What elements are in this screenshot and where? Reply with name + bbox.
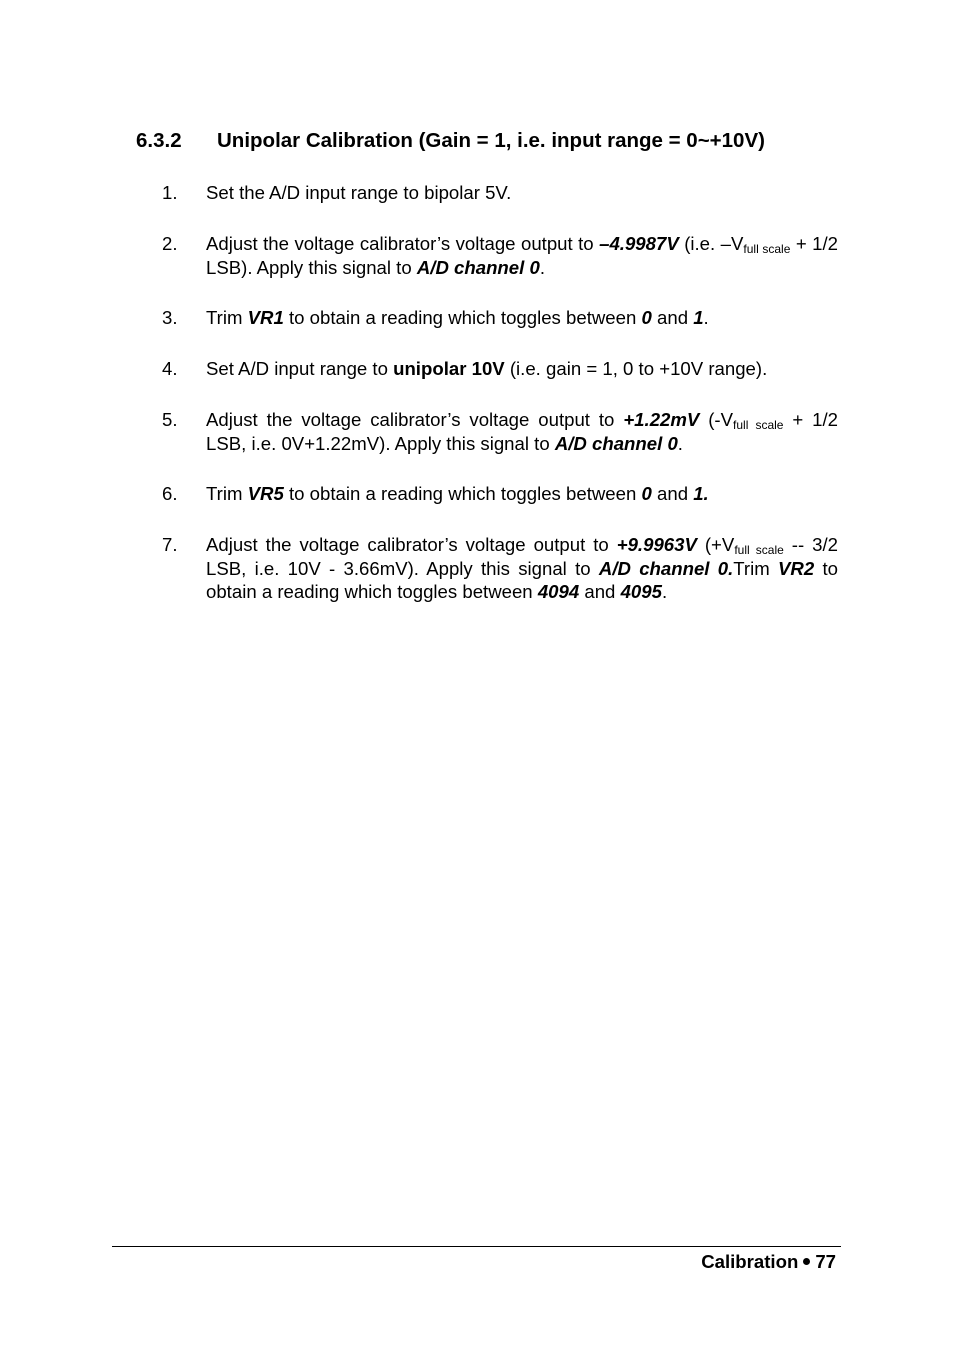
reading-value: 4095: [620, 581, 662, 602]
text-run: Set A/D input range to: [206, 358, 394, 379]
text-run: + 1/2 LSB). Apply this signal to: [206, 233, 838, 278]
section-title: Unipolar Calibration (Gain = 1, i.e. input range = 0~+10V): [217, 129, 765, 152]
step-4: [162, 357, 838, 381]
text-run: (i.e. gain = 1, 0 to +10V range).: [504, 358, 768, 379]
text-run: Adjust the voltage calibrator’s voltage output to: [206, 233, 600, 254]
step-7: [162, 533, 838, 604]
footer-divider: [112, 1246, 841, 1247]
channel-ref: A/D channel 0: [416, 256, 540, 278]
step-text: [206, 533, 838, 604]
step-number: 5.: [162, 409, 178, 430]
reading-value: 1: [693, 307, 704, 328]
text-run: (-V: [699, 409, 734, 430]
text-run: Trim: [206, 483, 248, 504]
section-heading: [136, 128, 856, 154]
step-text: [206, 181, 838, 205]
subscript: full scale: [734, 543, 784, 557]
step-2: [162, 232, 838, 279]
trimmer-ref: VR1: [247, 307, 284, 328]
reading-value: 0: [641, 483, 652, 504]
footer-chapter: Calibration: [701, 1251, 799, 1272]
voltage-value: –4.9987V: [599, 233, 679, 254]
text-run: and: [651, 307, 694, 328]
range-value: unipolar 10V: [393, 358, 505, 379]
reading-value: 0: [641, 307, 652, 328]
text-run: -- 3/2 LSB, i.e. 10V - 3.66mV). Apply this signal to: [206, 534, 838, 579]
step-text: [206, 232, 838, 279]
step-6: [162, 482, 838, 506]
step-text: [206, 482, 838, 506]
step-3: [162, 306, 838, 330]
channel-ref: A/D channel 0: [554, 432, 678, 454]
text-run: and: [651, 483, 694, 504]
step-text-plain: Set the A/D input range to bipolar 5V.: [206, 182, 512, 203]
step-number: 1.: [162, 182, 178, 203]
text-run: Trim: [733, 557, 779, 579]
text-run: to obtain a reading which toggles between: [283, 483, 642, 504]
section-number: 6.3.2: [136, 129, 182, 152]
text-run: Trim: [206, 307, 248, 328]
page-footer: [701, 1250, 836, 1274]
text-run: to obtain a reading which toggles between: [283, 307, 642, 328]
text-run: .: [677, 432, 683, 454]
text-run: Adjust the voltage calibrator’s voltage output to: [206, 534, 617, 555]
trimmer-ref: VR5: [247, 483, 284, 504]
step-5: [162, 408, 838, 455]
bullet-icon: [803, 1258, 810, 1265]
step-1: [162, 181, 838, 205]
text-run: .: [539, 256, 545, 278]
text-run: (+V: [696, 534, 735, 555]
page-number: 77: [815, 1251, 836, 1272]
step-number: 6.: [162, 483, 178, 504]
voltage-value: +9.9963V: [616, 534, 697, 555]
text-run: + 1/2 LSB, i.e. 0V+1.22mV). Apply this signal to: [206, 409, 839, 454]
text-run: and: [579, 581, 621, 602]
step-text: [206, 306, 838, 330]
reading-value: 1.: [693, 483, 709, 504]
step-number: 4.: [162, 358, 178, 379]
text-run: .: [661, 581, 668, 602]
channel-ref: A/D channel 0.: [598, 557, 734, 579]
step-number: 2.: [162, 233, 178, 254]
step-text: [206, 408, 838, 455]
voltage-value: +1.22mV: [623, 409, 700, 430]
text-run: .: [703, 307, 709, 328]
step-text: [206, 357, 838, 381]
step-number: 3.: [162, 307, 178, 328]
text-run: Adjust the voltage calibrator’s voltage output to: [206, 409, 624, 430]
step-number: 7.: [162, 534, 178, 555]
subscript: full scale: [743, 242, 791, 256]
reading-value: 4094: [537, 581, 580, 602]
trimmer-ref: VR2: [778, 557, 815, 579]
text-run: (i.e. –V: [678, 233, 744, 254]
subscript: full scale: [733, 418, 784, 432]
text-run: to obtain a reading which toggles between: [206, 557, 838, 602]
